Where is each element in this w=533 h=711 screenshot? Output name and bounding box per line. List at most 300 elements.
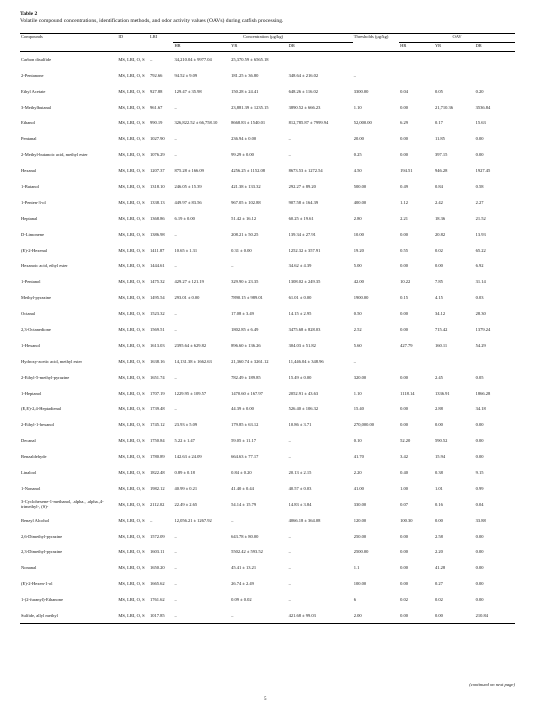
table-row	[20, 52, 515, 68]
concentration-yr: 17.08 ± 3.49	[231, 311, 254, 317]
oav-hr: 10.22	[400, 279, 411, 285]
oav-hr: 0.00	[400, 311, 409, 317]
concentration-yr: 179.85 ± 63.12	[231, 422, 259, 428]
oav-dr: 1379.24	[475, 326, 491, 332]
lri-value: 1603.11	[149, 549, 165, 555]
oav-dr: 0.00	[475, 422, 484, 428]
oav-yr: 1336.91	[434, 390, 450, 396]
threshold-value: 2500.00	[353, 549, 369, 555]
table-row	[20, 433, 515, 449]
threshold-value: 0.25	[353, 152, 362, 158]
lri-value: 1638.16	[149, 358, 165, 364]
concentration-yr: 51.42 ± 16.12	[231, 215, 257, 221]
oav-yr: 15.94	[434, 454, 446, 460]
identification-method: MS, LRI, O, S	[118, 57, 145, 63]
compound-name: 2-Pentanone	[21, 72, 44, 78]
oav-hr: 1.12	[400, 199, 409, 205]
lri-value: 1368.86	[149, 215, 165, 221]
compound-name: (E)-2-Hexenal	[21, 247, 47, 253]
concentration-dr: 14.83 ± 3.84	[288, 501, 312, 507]
concentration-dr: –	[288, 565, 291, 571]
oav-hr: 0.00	[399, 608, 434, 624]
concentration-hr: 6.19 ± 0.00	[174, 215, 195, 221]
oav-dr: 15.63	[475, 120, 486, 126]
oav-yr: 7.85	[434, 279, 443, 285]
table-row	[20, 99, 515, 115]
oav-dr: 0.00	[475, 597, 484, 603]
lri-value: 961.67	[149, 104, 163, 110]
concentration-dr: –	[288, 136, 291, 142]
identification-method: MS, LRI, O, S	[118, 374, 145, 380]
threshold-value	[353, 52, 399, 68]
oav-dr: 34.18	[475, 406, 486, 412]
identification-method: MS, LRI, O, S	[118, 72, 145, 78]
concentration-hr: 875.28 ± 166.09	[174, 168, 204, 174]
oav-yr: 0.38	[434, 470, 443, 475]
identification-method: MS, LRI, O, S	[118, 549, 145, 555]
threshold-value: 270,000.00	[353, 422, 375, 428]
oav-yr: 0.17	[434, 120, 443, 126]
oav-dr: 2.27	[475, 199, 484, 205]
lri-value: 792.66	[149, 72, 163, 78]
threshold-value: 19.20	[353, 247, 364, 253]
identification-method: MS, LRI, O, S	[118, 342, 145, 348]
concentration-hr: –	[174, 374, 177, 380]
table-row	[20, 353, 515, 369]
table-row	[20, 449, 515, 465]
identification-method: MS, LRI, O, S	[118, 390, 145, 396]
concentration-yr: 208.21 ± 50.25	[231, 231, 259, 237]
concentration-dr: –	[288, 533, 291, 539]
oav-yr: 946.28	[434, 168, 448, 174]
table-row	[20, 195, 515, 211]
oav-yr	[434, 52, 475, 68]
oav-yr: 0.00	[434, 517, 443, 523]
oav-hr: 0.00	[400, 422, 409, 428]
oav-dr: 21.52	[475, 215, 486, 221]
concentration-dr: 292.27 ± 89.20	[288, 183, 316, 189]
compound-name: Hydroxy-acetic acid, methyl ester	[21, 358, 82, 364]
oav-dr: 9.15	[475, 470, 484, 475]
compound-name: 2-Ethyl-1-hexanol	[21, 422, 54, 428]
lri-value: 1651.74	[149, 374, 165, 380]
threshold-value: –	[353, 72, 357, 78]
oav-dr: 0.00	[475, 581, 484, 587]
concentration-dr: 812,785.87 ± 7999.94	[288, 120, 329, 126]
oav-dr	[475, 52, 515, 68]
compound-name: Hexanal	[21, 168, 36, 174]
concentration-yr: 1802.85 ± 6.49	[231, 326, 259, 332]
lri-value: 1745.12	[149, 422, 165, 428]
table-row	[20, 560, 515, 576]
lri-value: 1207.37	[149, 168, 165, 174]
lri-value: 1318.10	[149, 183, 165, 189]
table-row	[20, 496, 515, 512]
oav-dr: 0.00	[475, 136, 484, 142]
concentration-dr: 20.13 ± 2.15	[288, 470, 312, 475]
lri-value: 1027.90	[149, 136, 165, 142]
concentration-hr: –	[174, 104, 177, 110]
compound-name: Carbon disulfide	[21, 57, 52, 63]
concentration-hr: 14,131.38 ± 1662.63	[174, 358, 212, 364]
oav-hr: 0.00	[400, 136, 409, 142]
table-row	[20, 338, 515, 354]
concentration-dr: 2052.91 ± 43.63	[288, 390, 319, 396]
identification-method: MS, LRI, O, S	[118, 326, 145, 332]
lri-value: 1475.32	[149, 279, 165, 285]
oav-hr: 0.00	[400, 326, 409, 332]
concentration-yr: 0.09 ± 0.02	[231, 597, 252, 603]
concentration-hr: 22.49 ± 2.65	[174, 501, 198, 507]
identification-method: MS, LRI, O, S	[118, 231, 145, 237]
oav-hr: 0.07	[400, 501, 409, 507]
table-row	[20, 131, 515, 147]
table-row	[20, 226, 515, 242]
identification-method: MS, LRI, O, S	[118, 247, 145, 253]
oav-yr: 0.27	[434, 581, 443, 587]
compound-name: Ethyl Acetate	[21, 88, 46, 94]
oav-hr: 0.15	[400, 295, 409, 301]
identification-method: MS, LRI, O, S	[118, 168, 145, 174]
lri-value: –	[149, 517, 153, 523]
compound-name: Pentanal	[21, 136, 37, 142]
concentration-dr: –	[288, 152, 291, 158]
oav-hr	[399, 67, 434, 83]
concentration-yr: 329.90 ± 23.35	[231, 279, 259, 285]
identification-method: MS, LRI, O, S	[118, 88, 145, 94]
oav-dr	[475, 353, 515, 369]
concentration-hr: –	[174, 565, 177, 571]
oav-dr: 0.00	[475, 549, 484, 555]
threshold-value: 52,000.00	[353, 120, 372, 126]
oav-dr: 28.30	[475, 311, 486, 317]
concentration-yr: 59.05 ± 11.17	[231, 438, 256, 444]
threshold-value: 2.00	[353, 608, 399, 624]
lri-value: 1665.62	[149, 581, 165, 587]
oav-hr: 0.00	[400, 565, 409, 571]
table-row	[20, 290, 515, 306]
header-oav-yr: YR	[434, 43, 475, 52]
compound-name: 2-Ethyl-5-methyl-pyrazine	[21, 374, 70, 380]
lri-value: 1761.62	[149, 597, 165, 603]
header-conc-yr: YR	[230, 43, 288, 52]
compound-name: Sulfide, allyl methyl	[20, 608, 117, 624]
oav-dr: 0.00	[475, 533, 484, 539]
concentration-yr: 782.49 ± 189.85	[231, 374, 261, 380]
threshold-value: 10.00	[353, 231, 364, 237]
concentration-yr: 896.60 ± 136.26	[231, 342, 261, 348]
oav-yr: 2.45	[434, 374, 443, 380]
concentration-yr: 5502.42 ± 593.52	[231, 549, 263, 555]
lri-value: 1495.54	[149, 295, 165, 301]
oav-yr: 4.15	[434, 295, 443, 301]
oav-hr: 100.30	[400, 517, 413, 523]
concentration-yr: 1470.60 ± 167.97	[231, 390, 263, 396]
oav-dr: 0.05	[475, 374, 484, 380]
oav-dr: 0.00	[475, 438, 484, 444]
identification-method: MS, LRI, O, S	[118, 136, 145, 142]
concentration-hr: –	[174, 136, 177, 142]
oav-yr: 21,710.36	[434, 104, 453, 110]
concentration-yr: 0.84 ± 0.20	[231, 470, 252, 475]
compound-name: 1-Pentanol	[21, 279, 41, 285]
compound-name: 3-Methylbutanal	[21, 104, 51, 110]
oav-dr: 65.22	[475, 247, 486, 253]
table-row	[20, 417, 515, 433]
lri-value: 1822.48	[149, 470, 165, 475]
oav-yr: 397.15	[434, 152, 448, 158]
threshold-value: 120.00	[353, 517, 367, 523]
compound-name: 1-Hexanol	[21, 342, 40, 348]
concentration-dr: 139.34 ± 27.91	[288, 231, 316, 237]
identification-method: MS, LRI, O, S	[118, 533, 145, 539]
identification-method: MS, LRI, O, S	[118, 311, 145, 317]
oav-yr: 18.36	[434, 215, 446, 221]
oav-yr: 2.88	[434, 406, 443, 412]
threshold-value: 42.00	[353, 279, 364, 285]
concentration-dr: 304.03 ± 51.82	[288, 342, 316, 348]
oav-dr: 0.20	[475, 88, 484, 94]
identification-method: MS, LRI, O, S	[118, 501, 145, 507]
concentration-hr: 0.89 ± 0.18	[174, 470, 195, 475]
header-thresholds: Thresholds (μg/kg)	[353, 34, 399, 43]
identification-method: MS, LRI, O, S	[118, 215, 145, 221]
table-row	[20, 544, 515, 560]
threshold-value: 100.00	[353, 581, 367, 587]
identification-method: MS, LRI, O, S	[118, 597, 145, 603]
table-row	[20, 608, 515, 624]
oav-hr: 0.55	[400, 247, 409, 253]
oav-yr: 160.11	[434, 342, 448, 348]
identification-method: MS, LRI, O, S	[117, 608, 149, 624]
concentration-hr: –	[174, 326, 177, 332]
oav-hr: 0.00	[400, 374, 409, 380]
concentration-hr: 1229.95 ± 109.57	[174, 390, 207, 396]
concentration-dr: –	[288, 454, 291, 460]
concentration-dr: –	[288, 581, 291, 587]
concentration-yr: 8668.83 ± 1540.01	[231, 120, 266, 126]
oav-hr: 0.00	[400, 533, 409, 539]
oav-hr: 0.00	[400, 152, 409, 158]
oav-hr: 3.42	[400, 454, 409, 460]
oav-hr	[399, 353, 434, 369]
oav-dr: 0.58	[475, 183, 484, 189]
header-oav-hr: HR	[399, 43, 434, 52]
table-row	[20, 67, 515, 83]
oav-hr: 0.00	[400, 406, 409, 412]
concentration-hr: 449.97 ± 83.56	[174, 199, 202, 205]
table-row	[20, 322, 515, 338]
oav-dr: 54.29	[475, 342, 486, 348]
compound-name: Benzyl Alcohol	[21, 517, 50, 523]
compound-name: 2,3-Dimethyl-pyrazine	[21, 549, 63, 555]
concentration-hr: 5.22 ± 1.47	[174, 438, 195, 444]
table-row	[20, 306, 515, 322]
compound-name: (E,E)-2,4-Heptadienal	[21, 406, 61, 412]
threshold-value: 1.10	[353, 104, 362, 110]
identification-method: MS, LRI, O, S	[118, 470, 145, 475]
oav-yr: 0.16	[434, 501, 443, 507]
concentration-yr: 150.28 ± 24.41	[231, 88, 259, 94]
threshold-value: 20.00	[353, 136, 364, 142]
table-row	[20, 465, 515, 481]
compound-name: Decanal	[21, 438, 36, 444]
oav-dr: 0.00	[475, 565, 484, 571]
concentration-dr: 3890.52 ± 666.23	[288, 104, 321, 110]
oav-dr: 0.00	[475, 152, 484, 158]
lri-value: 1739.48	[149, 406, 165, 412]
table-row	[20, 115, 515, 131]
compound-name: Octanal	[21, 311, 35, 317]
threshold-value: 41.00	[353, 485, 364, 491]
compound-name: 2,6-Dimethyl-pyrazine	[21, 533, 63, 539]
oav-hr: 2.21	[400, 215, 409, 221]
table-body	[20, 52, 515, 624]
lri-value: 1750.84	[149, 438, 165, 444]
identification-method: MS, LRI, O, S	[118, 406, 145, 412]
concentration-hr: 2395.64 ± 629.82	[174, 342, 207, 348]
concentration-dr: 34.62 ± 4.39	[288, 263, 312, 269]
compound-name: 1-Heptanol	[21, 390, 42, 396]
identification-method: MS, LRI, O, S	[118, 517, 145, 523]
header-row-sub	[20, 43, 515, 52]
oav-dr: 210.84	[475, 608, 515, 624]
threshold-value: 330.00	[353, 501, 367, 507]
threshold-value: 2.20	[353, 470, 362, 475]
oav-yr: 2.42	[434, 199, 443, 205]
oav-dr: 1866.28	[475, 390, 491, 396]
concentration-yr: 99.29 ± 0.00	[231, 152, 254, 158]
identification-method: MS, LRI, O, S	[118, 565, 145, 571]
oav-hr: 0.04	[400, 88, 409, 94]
oav-hr: 0.49	[400, 183, 409, 189]
table-row	[20, 401, 515, 417]
identification-method: MS, LRI, O, S	[118, 438, 145, 444]
concentration-yr: 44.39 ± 0.00	[231, 406, 254, 412]
concentration-hr: –	[174, 311, 177, 317]
concentration-dr: 14.15 ± 2.95	[288, 311, 312, 317]
table-row	[20, 274, 515, 290]
header-lri: LRI	[149, 34, 173, 43]
concentration-dr: 40.57 ± 0.03	[288, 485, 312, 491]
lri-value: 1338.13	[149, 199, 165, 205]
threshold-value: 250.00	[353, 533, 367, 539]
concentration-dr: 10.86 ± 3.71	[288, 422, 312, 428]
table-row	[20, 163, 515, 179]
concentration-dr: 1252.32 ± 357.91	[288, 247, 321, 253]
concentration-hr: 40.99 ± 0.21	[174, 485, 198, 491]
lri-value: –	[149, 57, 153, 63]
table-row	[20, 179, 515, 195]
compound-name: 1-(2-furanyl)-Ethanone	[21, 597, 63, 603]
concentration-dr: 61.01 ± 0.00	[288, 295, 312, 301]
compound-name: Hexanoic acid, ethyl ester	[21, 263, 68, 269]
concentration-dr: 3475.68 ± 828.03	[288, 326, 321, 332]
lri-value: 990.19	[149, 120, 163, 126]
identification-method: MS, LRI, O, S	[118, 279, 145, 285]
threshold-value: 0.10	[353, 438, 362, 444]
oav-dr: 1927.45	[475, 168, 491, 174]
oav-yr: 41.28	[434, 565, 446, 571]
threshold-value: 3300.00	[353, 88, 369, 94]
concentration-yr: –	[231, 517, 234, 523]
concentration-hr: 129.47 ± 35.98	[174, 88, 202, 94]
oav-yr	[434, 67, 475, 83]
lri-value: 1982.12	[149, 485, 165, 491]
concentration-yr: 643.78 ± 80.00	[231, 533, 259, 539]
concentration-hr: –	[174, 597, 177, 603]
table-row	[20, 242, 515, 258]
identification-method: MS, LRI, O, S	[118, 263, 145, 269]
compound-name: 2,3-Octanedione	[21, 326, 51, 332]
lri-value: 1076.29	[149, 152, 165, 158]
threshold-value: 2.80	[353, 215, 362, 221]
compound-name: Benzaldehyde	[21, 454, 47, 460]
concentration-yr: 41.40 ± 0.44	[231, 485, 254, 491]
oav-dr: 0.04	[475, 501, 484, 507]
concentration-hr: 34,210.04 ± 9977.04	[174, 57, 212, 63]
header-row-top	[20, 34, 515, 43]
table-row	[20, 512, 515, 528]
concentration-dr: –	[288, 549, 291, 555]
oav-yr: 0.00	[434, 608, 475, 624]
concentration-hr: 293.01 ± 0.00	[174, 295, 200, 301]
concentration-hr: –	[173, 608, 230, 624]
threshold-value: –	[353, 358, 357, 364]
threshold-value: 400.00	[353, 199, 367, 205]
concentration-hr: –	[174, 406, 177, 412]
oav-yr: 2.20	[434, 549, 443, 555]
oav-yr: 0.02	[434, 597, 443, 603]
oav-yr: 1.01	[434, 485, 443, 491]
identification-method: MS, LRI, O, S	[118, 295, 145, 301]
compound-name: 2-Methyl-butanoic acid, methyl ester	[21, 152, 88, 158]
oav-hr: 0.00	[400, 231, 409, 237]
threshold-value: 5.60	[353, 342, 362, 348]
concentration-dr: 11,446.04 ± 348.96	[288, 358, 324, 364]
oav-hr: 0.00	[400, 549, 409, 555]
lri-value: 1386.98	[149, 231, 165, 237]
concentration-yr: 54.14 ± 15.79	[231, 501, 257, 507]
lri-value: 1613.03	[149, 342, 165, 348]
concentration-dr: 348.64 ± 216.02	[288, 72, 319, 78]
concentration-yr: 26.74 ± 2.49	[231, 581, 254, 587]
compound-name: 3-Cyclohexene-1-methanol, .alpha., .alpha.,4-trimethyl-, (S)-	[21, 499, 104, 510]
compound-name: Ethanol	[21, 120, 35, 126]
identification-method: MS, LRI, O, S	[118, 183, 145, 189]
oav-hr: 1118.14	[400, 390, 415, 396]
concentration-yr: –	[230, 608, 288, 624]
oav-dr: 13.93	[475, 231, 486, 237]
compound-name: Linalool	[21, 470, 37, 475]
oav-yr: 0.00	[434, 422, 443, 428]
oav-yr: 20.82	[434, 231, 446, 237]
oav-hr: 0.00	[400, 581, 409, 587]
concentration-dr: 4066.18 ± 364.08	[288, 517, 321, 523]
page-number: 5	[264, 697, 267, 702]
concentration-hr: 94.52 ± 9.09	[174, 72, 198, 78]
oav-dr: 0.03	[475, 295, 484, 301]
identification-method: MS, LRI, O, S	[118, 485, 145, 491]
continued-note: (continued on next page)	[469, 682, 515, 687]
identification-method: MS, LRI, O, S	[118, 358, 145, 364]
lri-value: 1017.85	[149, 608, 173, 624]
concentration-dr: –	[288, 597, 291, 603]
threshold-value: 320.00	[353, 374, 367, 380]
oav-dr: 0.00	[475, 454, 484, 460]
concentration-hr: –	[174, 263, 177, 269]
threshold-value: 500.00	[353, 183, 367, 189]
